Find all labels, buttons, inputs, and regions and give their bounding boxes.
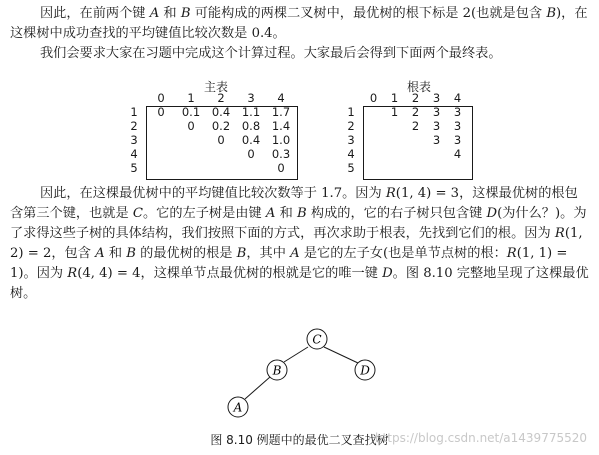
- text: )，在这棵树中成功查找的平均键值比较次数是 0.4。: [10, 6, 588, 41]
- text: 因此，在前两个键: [40, 6, 150, 21]
- main-table-cell: 0: [247, 147, 255, 161]
- root-table-row: [345, 161, 468, 175]
- key-a: A: [290, 246, 300, 261]
- root-table-cell: 3: [432, 119, 441, 133]
- main-table-cell: [176, 161, 206, 175]
- main-table-cell: 0.8: [241, 119, 261, 133]
- root-table-cell: [384, 147, 405, 161]
- main-table-cell: [236, 161, 266, 175]
- root-table-cell: 2: [411, 119, 420, 133]
- root-table-cell: [426, 161, 447, 175]
- main-table-cell: [206, 147, 236, 161]
- root-table-cell: [384, 161, 405, 175]
- text: 。它的左子树是由键: [142, 206, 266, 221]
- root-table-cell: [363, 133, 384, 147]
- watermark: https://blog.csdn.net/a1439775520: [374, 431, 587, 445]
- node-b-label: B: [272, 363, 282, 378]
- root-table-row-header: 1: [347, 105, 355, 119]
- root-symbol: R: [385, 186, 396, 201]
- main-table-col-header: 1: [187, 91, 195, 105]
- root-table-row-header: 4: [347, 147, 355, 161]
- root-table-cell: 3: [453, 119, 462, 133]
- main-table-row: [128, 161, 296, 175]
- main-table-cell: [176, 133, 206, 147]
- text: 构成的，它的右子树只包含键: [306, 206, 487, 221]
- text: ，其中: [246, 246, 291, 261]
- text: 和: [104, 246, 127, 261]
- node-c: [307, 329, 327, 349]
- root-table-row: [345, 105, 468, 119]
- text: (4, 4) = 4，这棵单节点最优树的根就是它的唯一键: [77, 266, 383, 281]
- text: 的最优树的根是: [135, 246, 237, 261]
- paragraph-3: [10, 184, 590, 304]
- root-table-cell: 3: [453, 133, 462, 147]
- node-d: [355, 360, 375, 380]
- root-table-cell: 3: [432, 133, 441, 147]
- main-table-cell: 0.1: [181, 105, 201, 119]
- main-table-cell: [146, 161, 176, 175]
- root-table-col-header: 0: [369, 91, 378, 105]
- root-symbol: R: [67, 266, 78, 281]
- root-table-cell: [384, 133, 405, 147]
- node-c-label: C: [312, 332, 322, 347]
- main-table-grid: [128, 91, 296, 175]
- root-table: [345, 78, 475, 178]
- figure-caption: 图 8.10 例题中的最优二叉查找树: [210, 433, 389, 447]
- root-table-grid: [345, 91, 468, 175]
- main-table-cell: [176, 147, 206, 161]
- node-a: [228, 397, 248, 417]
- root-table-row-header: 3: [347, 133, 355, 147]
- text: (为什么？)。为了求得这些子树的具体结构，我们按照下面的方式，再次求助于根表，先找到它们的根。因为: [10, 206, 587, 241]
- main-table-cell: 1.7: [271, 105, 291, 119]
- main-table-cell: 0: [157, 105, 165, 119]
- key-d: D: [382, 266, 393, 281]
- root-table-cell: 2: [411, 105, 420, 119]
- text: 和: [275, 206, 297, 221]
- main-table-cell: 0.4: [241, 133, 261, 147]
- main-table-col-header: 2: [217, 91, 225, 105]
- root-table-cell: 1: [390, 105, 399, 119]
- main-table-row: [128, 119, 296, 133]
- main-table-cell: [146, 119, 176, 133]
- text: 。图 8.10 完整地呈现了这棵最优树。: [10, 266, 589, 301]
- text: 因此，在这棵最优树中的平均键值比较次数等于 1.7。因为: [40, 186, 386, 201]
- root-table-title: 根表: [407, 80, 432, 94]
- text: (1, 2) = 2，包含: [10, 226, 583, 261]
- main-table-row-header: 4: [130, 147, 138, 161]
- key-b: B: [126, 246, 136, 261]
- main-table-col-header: 4: [277, 91, 285, 105]
- main-table-cell: 1.4: [271, 119, 291, 133]
- key-a: A: [95, 246, 105, 261]
- root-table-cell: [405, 161, 426, 175]
- node-d-label: D: [360, 363, 370, 378]
- main-table-row-header: 1: [130, 105, 138, 119]
- root-table-cell: [363, 119, 384, 133]
- key-b: B: [236, 246, 247, 261]
- root-symbol: R: [554, 226, 565, 241]
- main-table-row: [128, 133, 296, 147]
- root-table-cell: 3: [432, 105, 441, 119]
- main-table-row-header: 5: [130, 161, 138, 175]
- text: 和: [159, 6, 181, 21]
- main-table-row-header: 3: [130, 133, 138, 147]
- node-b: [267, 360, 287, 380]
- main-table-cell: 0: [277, 161, 285, 175]
- root-table-cell: [363, 147, 384, 161]
- main-table-cell: 0.3: [271, 147, 291, 161]
- root-table-cell: [363, 105, 384, 119]
- root-table-col-header: 4: [453, 91, 462, 105]
- paragraph-2: [10, 44, 590, 64]
- main-table-cell: 1.0: [271, 133, 291, 147]
- main-table-cell: 0: [187, 119, 195, 133]
- root-table-cell: [405, 133, 426, 147]
- main-table-corner: [128, 91, 146, 105]
- main-table-cell: [146, 147, 176, 161]
- key-b: B: [180, 6, 191, 21]
- root-table-cell: [405, 147, 426, 161]
- root-symbol: R: [506, 246, 517, 261]
- root-table-row: [345, 133, 468, 147]
- root-table-cell: [426, 147, 447, 161]
- main-table-cell: 0.4: [211, 105, 231, 119]
- main-table-cell: [146, 133, 176, 147]
- root-table-cell: 3: [453, 105, 462, 119]
- main-table-title: 主表: [204, 80, 229, 94]
- root-table-corner: [345, 91, 363, 105]
- text: 我们会要求大家在习题中完成这个计算过程。大家最后会得到下面两个最终表。: [40, 46, 502, 61]
- root-table-col-header: 3: [432, 91, 441, 105]
- key-b: B: [546, 6, 557, 21]
- root-table-col-header: 1: [390, 91, 399, 105]
- root-table-row: [345, 119, 468, 133]
- main-table-row-header: 2: [130, 119, 138, 133]
- main-table-row: [128, 147, 296, 161]
- key-d: D: [486, 206, 498, 221]
- root-table-row-header: 5: [347, 161, 355, 175]
- root-table-row-header: 2: [347, 119, 355, 133]
- root-table-row: [345, 147, 468, 161]
- edge-c-b: [284, 347, 308, 362]
- text: 可能构成的两棵二叉树中，最优树的根下标是 2(也就是包含: [190, 6, 547, 21]
- main-table-row: [128, 105, 296, 119]
- edge-b-a: [245, 377, 270, 399]
- main-table-cell: 0: [217, 133, 225, 147]
- key-a: A: [149, 6, 160, 21]
- edge-c-d: [324, 347, 358, 363]
- node-a-label: A: [233, 400, 243, 415]
- main-table-cell: [206, 161, 236, 175]
- bst-figure: [220, 326, 380, 426]
- key-b: B: [296, 206, 307, 221]
- text: (1, 1) = 1)。因为: [10, 246, 568, 281]
- paragraph-1: [10, 4, 590, 44]
- key-c: C: [132, 206, 143, 221]
- root-table-cell: [363, 161, 384, 175]
- key-a: A: [265, 206, 276, 221]
- root-table-cell: [384, 119, 405, 133]
- root-table-col-header: 2: [411, 91, 420, 105]
- root-table-cell: [447, 161, 468, 175]
- main-table-col-header: 0: [157, 91, 165, 105]
- main-table-col-header: 3: [247, 91, 255, 105]
- root-table-cell: 4: [453, 147, 462, 161]
- main-table-cell: 1.1: [241, 105, 261, 119]
- main-table-cell: 0.2: [211, 119, 231, 133]
- text: 是它的左子女(也是单节点树的根：: [299, 246, 507, 261]
- text: (1, 4) = 3，这棵最优树的根包含第三个键，也就是: [10, 186, 578, 221]
- main-table: [128, 78, 298, 178]
